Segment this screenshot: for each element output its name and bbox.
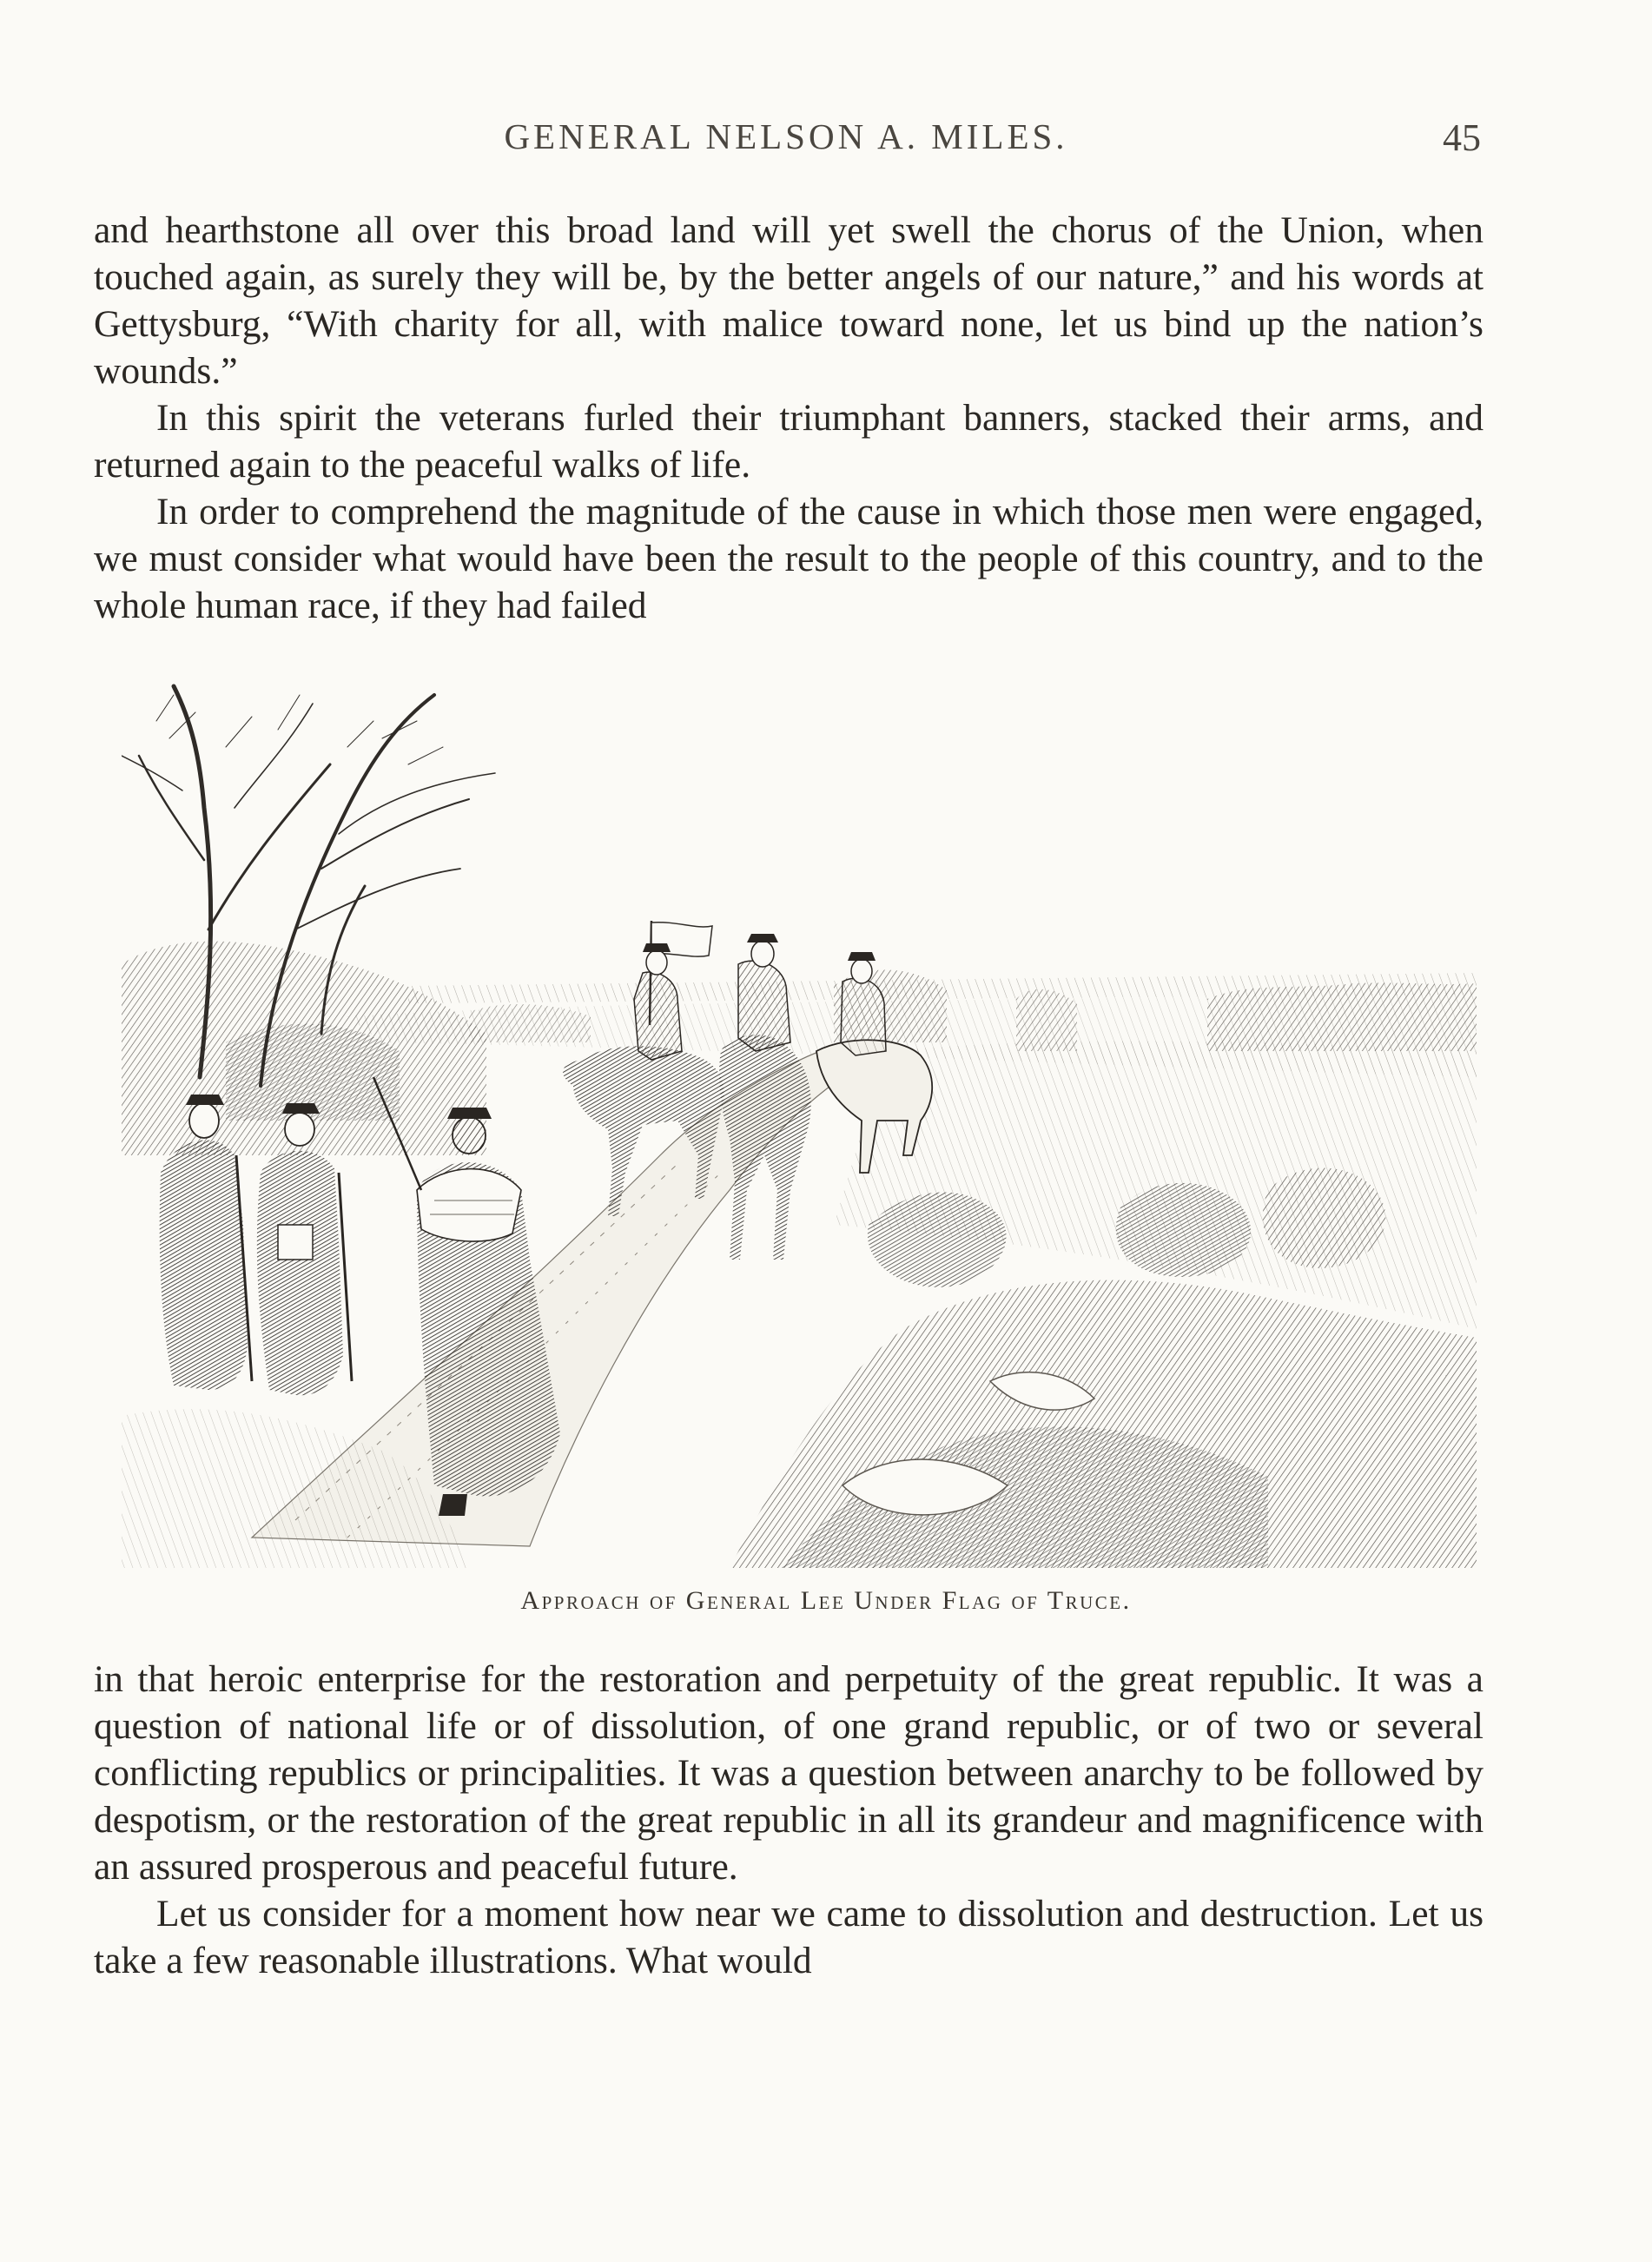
body-text-bottom — [94, 1656, 1483, 1984]
running-head — [91, 116, 1481, 168]
paragraph: In order to comprehend the magnitude of the cause in which those men were engaged, we must consider what would have been the result to the people of this country, and to the whole human race, if they had failed — [94, 491, 1483, 626]
body-text-top — [94, 207, 1483, 629]
paragraph: In this spirit the veterans furled their triumphant banners, stacked their arms, and returned again to the peaceful walks of life. — [94, 397, 1483, 486]
paragraph: Let us consider for a moment how near we came to dissolution and destruction. Let us take a few reasonable illustrations. What would — [94, 1893, 1483, 1981]
page-number: 45 — [1443, 116, 1481, 159]
figure-caption: Approach of General Lee Under Flag of Truce. — [520, 1586, 1132, 1615]
paragraph-continued: and hearthstone all over this broad land will yet swell the chorus of the Union, when touched again, as surely they will be, by the better angels of our nature,” and his words at Gettysburg, “With charity for all, with malice toward none, let us bind up the nation’s wounds.” — [94, 209, 1483, 392]
engraving-illustration — [122, 669, 1477, 1568]
paragraph-continued: in that heroic enterprise for the restoration and perpetuity of the great republic. It was a question of national life or of dissolution, of one grand republic, or of two or several conflicting republics or principalities. It was a question between anarchy to be followed by despotism, or the restoration of the great republic in all its grandeur and magnificence with an assured prosperous and peaceful future. — [94, 1658, 1483, 1888]
running-title: GENERAL NELSON A. MILES. — [504, 116, 1068, 156]
